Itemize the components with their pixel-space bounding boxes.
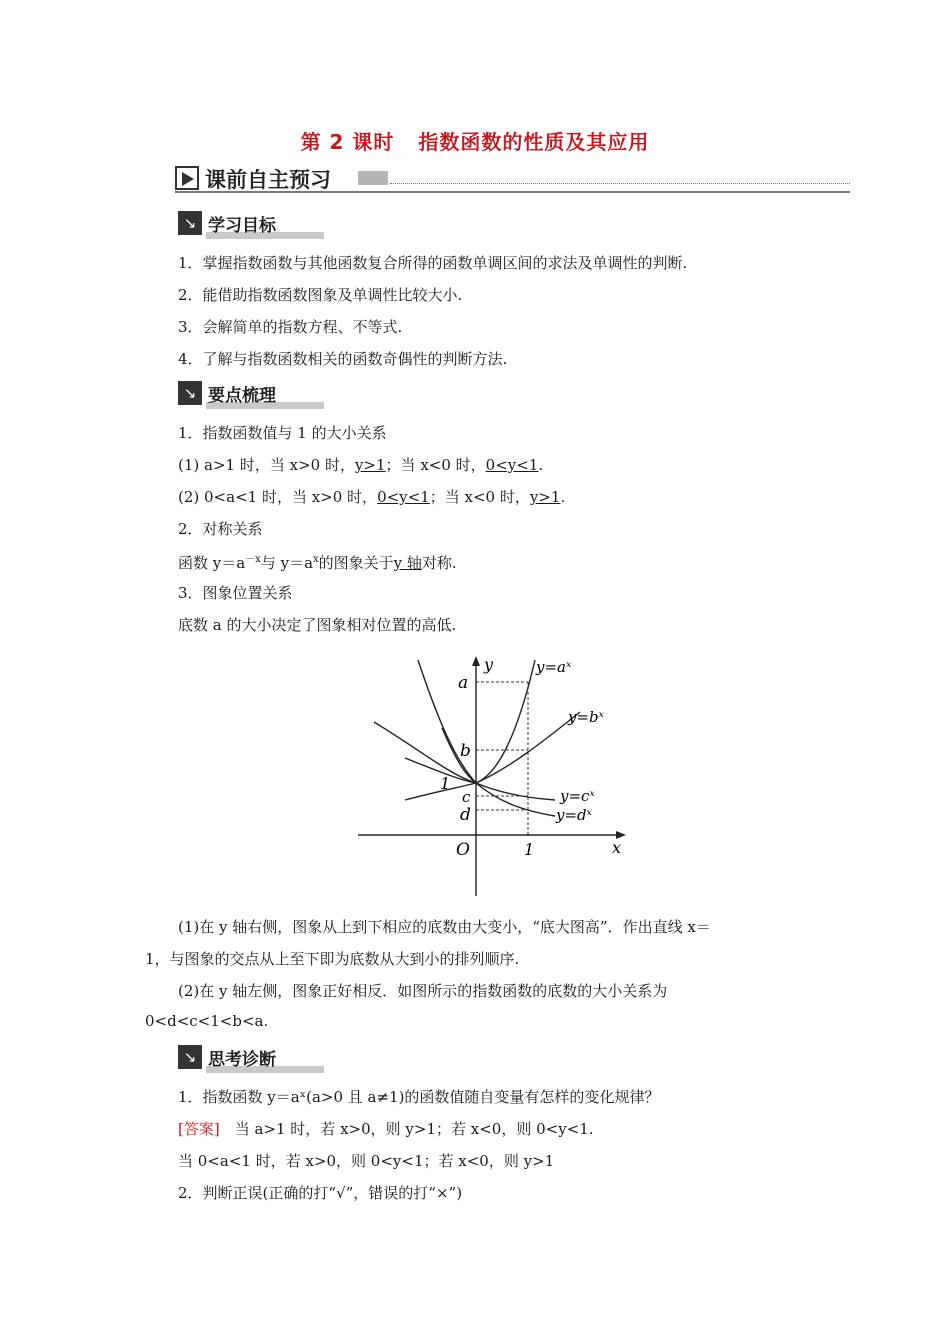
note-1-line-1: (1)在 y 轴右侧，图象从上到下相应的底数由大变小，“底大图高”．作出直线 x＝	[178, 918, 711, 936]
key-point-1b: (2) 0<a<1 时，当 x>0 时，0<y<1；当 x<0 时，y>1.	[178, 488, 566, 506]
note-1-line-2: 1，与图象的交点从上至下即为底数从大到小的排列顺序.	[145, 950, 520, 968]
key-points-heading-text: 要点梳理	[208, 386, 276, 406]
study-goal-item: 3．会解简单的指数方程、不等式.	[178, 318, 403, 336]
study-goal-item: 2．能借助指数函数图象及单调性比较大小.	[178, 286, 463, 304]
fill-answer: y>1	[354, 456, 386, 474]
curve-d-label: y=dˣ	[556, 806, 592, 824]
b-value-label: b	[460, 741, 471, 761]
x-axis-label: x	[612, 838, 622, 857]
a-value-label: a	[458, 673, 469, 693]
origin-label: O	[456, 840, 470, 860]
answer-1-line-1: [答案] 当 a>1 时，若 x>0，则 y>1；若 x<0，则 0<y<1.	[178, 1120, 594, 1138]
key-point-3-text: 底数 a 的大小决定了图象相对位置的高低.	[178, 616, 457, 634]
y-one-label: 1	[440, 774, 451, 793]
arrow-icon: ↘	[178, 381, 202, 405]
title-lesson-number: 第 2 课时	[300, 130, 395, 154]
title-topic: 指数函数的性质及其应用	[418, 130, 650, 154]
exponential-functions-graph	[350, 650, 640, 900]
arrow-icon: ↘	[178, 1045, 202, 1069]
curve-b	[374, 712, 580, 783]
study-goal-item: 1．掌握指数函数与其他函数复合所得的函数单调区间的求法及单调性的判断.	[178, 254, 688, 272]
answer-tag: [答案]	[178, 1120, 220, 1138]
arrow-icon: ↘	[178, 211, 202, 235]
x-one-label: 1	[524, 840, 535, 859]
section-divider-dotted	[390, 183, 850, 184]
c-value-label: c	[462, 788, 471, 806]
key-point-2-title: 2．对称关系	[178, 520, 263, 538]
key-point-2-text: 函数 $y=a^{-x}$与 $y=a^x$的图象关于y 轴对称.	[178, 554, 457, 572]
study-goal-item: 4．了解与指数函数相关的函数奇偶性的判断方法.	[178, 350, 508, 368]
play-arrow-icon	[175, 166, 199, 190]
section-header-label: 课前自主预习	[205, 168, 331, 192]
curve-c-label: y=cˣ	[560, 787, 595, 805]
curve-a-label: y=aˣ	[536, 658, 572, 676]
study-goals-heading-text: 学习目标	[208, 216, 276, 236]
fill-answer: 0<y<1	[485, 456, 539, 474]
fill-answer: y 轴	[393, 554, 422, 572]
page-title	[0, 126, 950, 155]
curve-b-label: y=bˣ	[568, 708, 604, 726]
section-header-bar	[175, 164, 850, 194]
section-divider	[175, 191, 850, 193]
reflection-heading-text: 思考诊断	[208, 1050, 276, 1070]
fill-answer: 0<y<1	[377, 488, 430, 506]
question-1: 1．指数函数 y＝aˣ(a>0 且 a≠1)的函数值随自变量有怎样的变化规律？	[178, 1088, 660, 1106]
note-2-line-1: (2)在 y 轴左侧，图象正好相反．如图所示的指数函数的底数的大小关系为	[178, 982, 668, 1000]
fill-answer: y>1	[529, 488, 561, 506]
key-point-3-title: 3．图象位置关系	[178, 584, 293, 602]
question-2: 2．判断正误(正确的打“√”，错误的打“×”)	[178, 1184, 463, 1202]
y-axis-arrow-icon	[472, 656, 480, 666]
note-2-line-2: 0<d<c<1<b<a.	[145, 1012, 269, 1030]
answer-1-line-2: 当 0<a<1 时，若 x>0，则 0<y<1；若 x<0，则 y>1	[178, 1152, 555, 1170]
d-value-label: d	[460, 805, 471, 825]
section-header-decoration	[358, 171, 388, 185]
key-point-1-title: 1．指数函数值与 1 的大小关系	[178, 424, 387, 442]
y-axis-label: y	[484, 655, 494, 674]
key-point-1a: (1) a>1 时，当 x>0 时，y>1；当 x<0 时，0<y<1.	[178, 456, 544, 474]
